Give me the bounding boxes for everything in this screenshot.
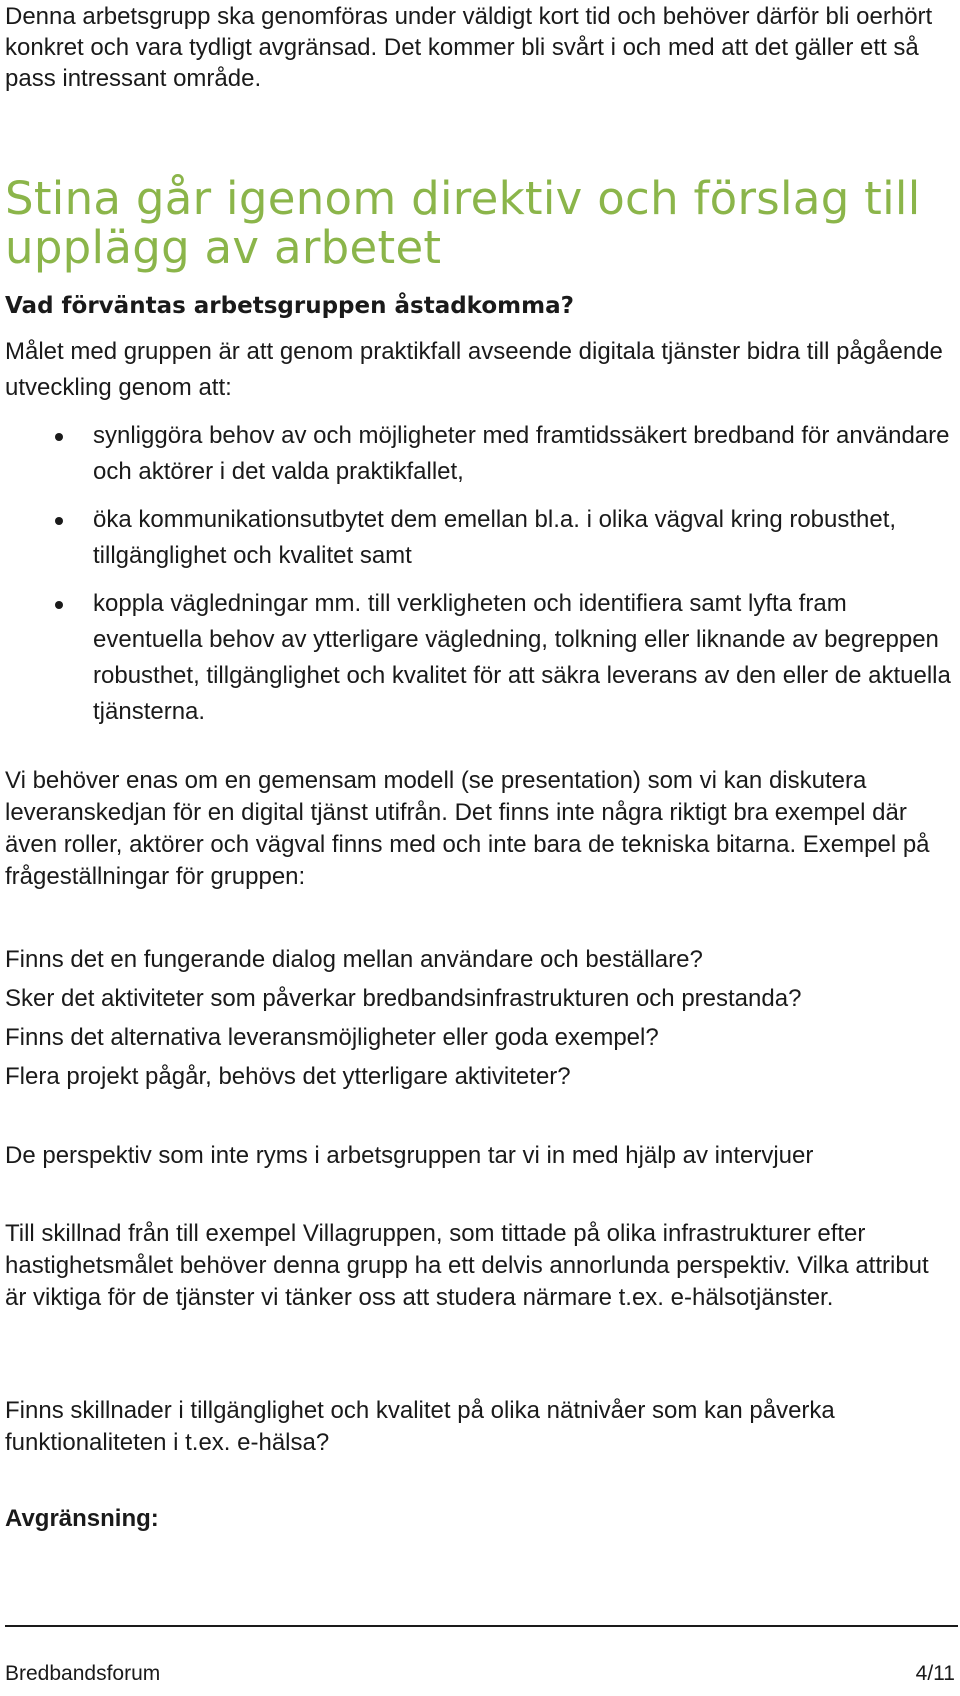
network-level-paragraph: Finns skillnader i tillgänglighet och kvalitet på olika nätnivåer som kan påverka funktionaliteten i t.ex. e-hälsa? <box>5 1397 835 1456</box>
avgransning-heading: Avgränsning: <box>5 1505 159 1532</box>
footer-divider <box>5 1625 958 1627</box>
list-item-text: koppla vägledningar mm. till verkligheten och identifiera samt lyfta fram eventuella behov av ytterligare vägledning, tolkning eller liknande av begreppen robusthet, tillgänglighet och kvalitet för att säkra leverans av den eller de aktuella tjänsterna. <box>93 590 951 725</box>
perspective-paragraph: De perspektiv som inte ryms i arbetsgruppen tar vi in med hjälp av intervjuer <box>5 1142 814 1169</box>
question-list <box>5 940 955 1096</box>
bullet-icon <box>55 517 63 525</box>
page-number: 4/11 <box>915 1662 955 1685</box>
question-item: Finns det alternativa leveransmöjligheter eller goda exempel? <box>5 1024 659 1051</box>
list-item <box>5 418 955 490</box>
list-item <box>5 586 955 730</box>
list-item-text: synliggöra behov av och möjligheter med framtidssäkert bredband för användare och aktörer i det valda praktikfallet, <box>93 422 950 485</box>
footer-organization: Bredbandsforum <box>5 1662 161 1685</box>
question-item: Flera projekt pågår, behövs det ytterligare aktiviteter? <box>5 1063 571 1090</box>
model-paragraph: Vi behöver enas om en gemensam modell (se presentation) som vi kan diskutera leveranskedjan för en digital tjänst utifrån. Det finns inte några riktigt bra exempel där även roller, aktörer och vägval finns med och inte bara de tekniska bitarna. Exempel på frågeställningar för gruppen: <box>5 767 930 890</box>
question-item: Finns det en fungerande dialog mellan användare och beställare? <box>5 946 703 973</box>
document-page <box>5 0 955 1696</box>
lead-paragraph: Målet med gruppen är att genom praktikfall avseende digitala tjänster bidra till pågående utveckling genom att: <box>5 338 943 401</box>
section-heading: Stina går igenom direktiv och förslag till upplägg av arbetet <box>5 172 921 274</box>
goal-bullet-list <box>5 418 955 742</box>
question-item: Sker det aktiviteter som påverkar bredbandsinfrastrukturen och prestanda? <box>5 985 802 1012</box>
list-item <box>5 502 955 574</box>
villagruppen-paragraph: Till skillnad från till exempel Villagruppen, som tittade på olika infrastrukturer efter hastighetsmålet behöver denna grupp ha ett delvis annorlunda perspektiv. Vilka attribut är viktiga för de tjänster vi tänker oss att studera närmare t.ex. e-hälsotjänster. <box>5 1220 929 1311</box>
list-item-text: öka kommunikationsutbytet dem emellan bl.a. i olika vägval kring robusthet, tillgänglighet och kvalitet samt <box>93 506 897 569</box>
bullet-icon <box>55 601 63 609</box>
bullet-icon <box>55 433 63 441</box>
subheading: Vad förväntas arbetsgruppen åstadkomma? <box>5 293 574 319</box>
intro-paragraph: Denna arbetsgrupp ska genomföras under väldigt kort tid och behöver därför bli oerhört konkret och vara tydligt avgränsad. Det kommer bli svårt i och med att det gäller ett så pass intressant område. <box>5 3 933 92</box>
